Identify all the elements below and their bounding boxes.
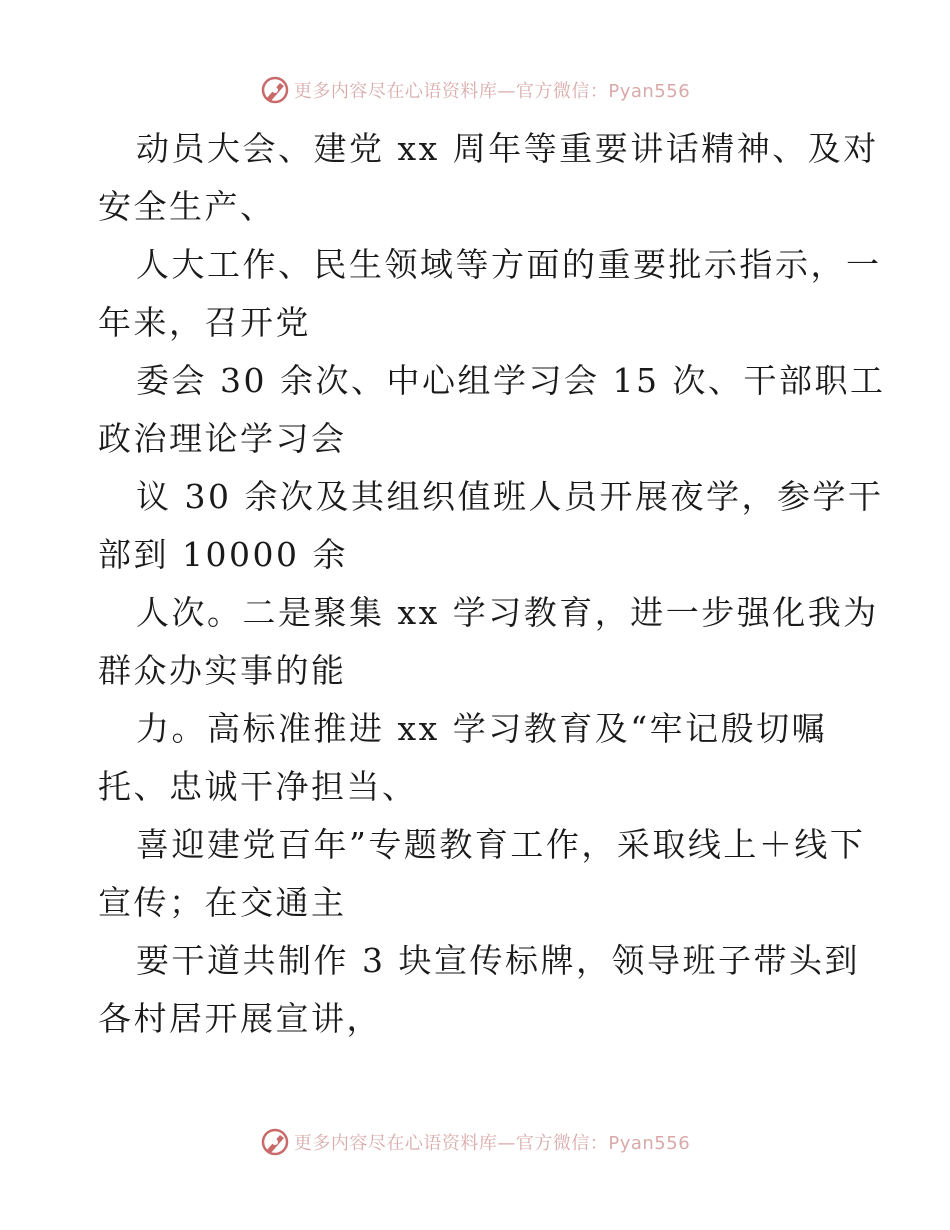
- text-line: 力。高标准推进 xx 学习教育及“牢记殷切嘱: [136, 709, 828, 748]
- pen-circle-logo-icon: [260, 1127, 290, 1157]
- text-line: 各村居开展宣讲，: [98, 999, 382, 1038]
- text-line: 安全生产、: [98, 187, 276, 226]
- text-line: 部到 10000 余: [98, 535, 348, 574]
- watermark-text: 更多内容尽在心语资料库—官方微信：Pyan556: [293, 81, 691, 102]
- pen-circle-logo-icon: [260, 75, 290, 105]
- text-line: 议 30 余次及其组织值班人员开展夜学，参学干: [136, 477, 884, 516]
- text-line: 要干道共制作 3 块宣传标牌，领导班子带头到: [136, 941, 860, 980]
- text-line: 群众办实事的能: [98, 651, 347, 690]
- text-line: 托、忠诚干净担当、: [98, 767, 418, 806]
- text-line: 人次。二是聚集 xx 学习教育，进一步强化我为: [136, 593, 879, 632]
- text-line: 喜迎建党百年”专题教育工作，采取线上＋线下: [136, 825, 866, 864]
- text-line: 委会 30 余次、中心组学习会 15 次、干部职工: [136, 361, 886, 400]
- document-body: [98, 120, 886, 1048]
- text-line: 年来，召开党: [98, 303, 311, 342]
- text-line: 人大工作、民生领域等方面的重要批示指示，一: [136, 245, 882, 284]
- footer-watermark: [0, 1124, 950, 1160]
- text-line: 动员大会、建党 xx 周年等重要讲话精神、及对: [136, 129, 879, 168]
- text-line: 宣传；在交通主: [98, 883, 347, 922]
- watermark-text: 更多内容尽在心语资料库—官方微信：Pyan556: [293, 1133, 691, 1154]
- text-line: 政治理论学习会: [98, 419, 347, 458]
- header-watermark: [0, 72, 950, 108]
